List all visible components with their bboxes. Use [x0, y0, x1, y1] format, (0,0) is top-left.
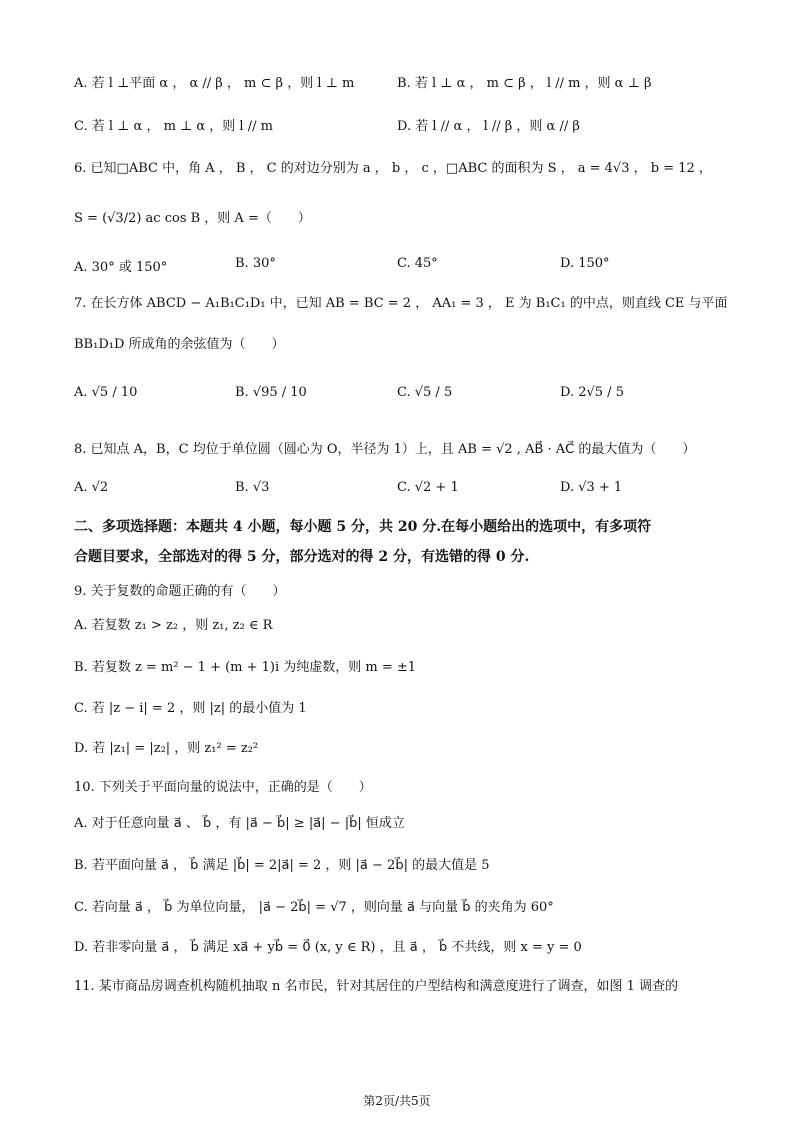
q10-option-b: B. 若平面向量 a⃗ ， b⃗ 满足 |b⃗| = 2|a⃗| = 2 ，则 |a⃗ − 2b⃗| 的最大值是 5 — [74, 858, 490, 873]
q6-option-b: B. 30° — [235, 256, 276, 271]
q10-option-a: A. 对于任意向量 a⃗ 、 b⃗ ，有 |a⃗ − b⃗| ≥ |a⃗| − |b⃗| 恒成立 — [74, 816, 405, 831]
q7-option-d: D. 2√5 / 5 — [560, 385, 624, 400]
q6-option-c: C. 45° — [397, 256, 438, 271]
q7-option-b: B. √95 / 10 — [235, 385, 307, 400]
q8-option-b: B. √3 — [235, 480, 270, 495]
q9-option-b: B. 若复数 z = m² − 1 + (m + 1)i 为纯虚数，则 m = ±1 — [74, 660, 417, 675]
q6-option-a: A. 30° 或 150° — [74, 260, 168, 275]
q9-option-c: C. 若 |z − i| = 2 ，则 |z| 的最小值为 1 — [74, 701, 307, 716]
page-number-footer: 第2页/共5页 — [363, 1094, 431, 1108]
q10-stem: 10. 下列关于平面向量的说法中，正确的是（ ） — [74, 780, 372, 795]
q6-stem-line2: S = (√3/2) ac cos B ，则 A =（ ） — [74, 211, 311, 226]
q8-stem: 8. 已知点 A，B，C 均位于单位圆（圆心为 O，半径为 1）上，且 AB = √2 , AB⃗ · AC⃗ 的最大值为（ ） — [74, 442, 696, 457]
q6-stem-line1: 6. 已知□ABC 中，角 A ， B ， C 的对边分别为 a ， b ， c ，□ABC 的面积为 S ， a = 4√3 ， b = 12 ， — [74, 161, 712, 176]
q8-option-d: D. √3 + 1 — [560, 480, 623, 495]
section-2-heading-line2: 合题目要求，全部选对的得 5 分，部分选对的得 2 分，有选错的得 0 分. — [74, 549, 530, 565]
q5-option-c: C. 若 l ⊥ α ， m ⊥ α ，则 l // m — [74, 119, 273, 134]
q11-stem: 11. 某市商品房调查机构随机抽取 n 名市民，针对其居住的户型结构和满意度进行了调查，如图 1 调查的 — [74, 979, 678, 994]
q9-option-a: A. 若复数 z₁ > z₂ ，则 z₁, z₂ ∈ R — [74, 618, 273, 633]
q10-option-c: C. 若向量 a⃗ ， b⃗ 为单位向量， |a⃗ − 2b⃗| = √7 ，则向量 a⃗ 与向量 b⃗ 的夹角为 60° — [74, 900, 554, 915]
q5-option-b: B. 若 l ⊥ α ， m ⊂ β ， l // m ，则 α ⊥ β — [397, 76, 652, 91]
q6-option-d: D. 150° — [560, 256, 610, 271]
q8-option-c: C. √2 + 1 — [397, 480, 459, 495]
q7-option-c: C. √5 / 5 — [397, 385, 453, 400]
q7-stem-line1: 7. 在长方体 ABCD − A₁B₁C₁D₁ 中，已知 AB = BC = 2 ， AA₁ = 3 ， E 为 B₁C₁ 的中点，则直线 CE 与平面 — [74, 296, 728, 311]
q9-stem: 9. 关于复数的命题正确的有（ ） — [74, 584, 286, 599]
q7-stem-line2: BB₁D₁D 所成角的余弦值为（ ） — [74, 337, 285, 352]
q8-option-a: A. √2 — [74, 480, 109, 495]
q10-option-d: D. 若非零向量 a⃗ ， b⃗ 满足 xa⃗ + yb⃗ = 0⃗ (x, y ∈ R) ，且 a⃗ ， b⃗ 不共线，则 x = y = 0 — [74, 940, 582, 955]
q9-option-d: D. 若 |z₁| = |z₂| ，则 z₁² = z₂² — [74, 741, 259, 756]
q5-option-d: D. 若 l // α ， l // β ，则 α // β — [397, 119, 580, 134]
q7-option-a: A. √5 / 10 — [74, 385, 138, 400]
section-2-heading-line1: 二、多项选择题：本题共 4 小题，每小题 5 分，共 20 分.在每小题给出的选项中，有多项符 — [74, 519, 652, 535]
q5-option-a: A. 若 l ⊥平面 α ， α // β ， m ⊂ β ，则 l ⊥ m — [74, 76, 355, 91]
